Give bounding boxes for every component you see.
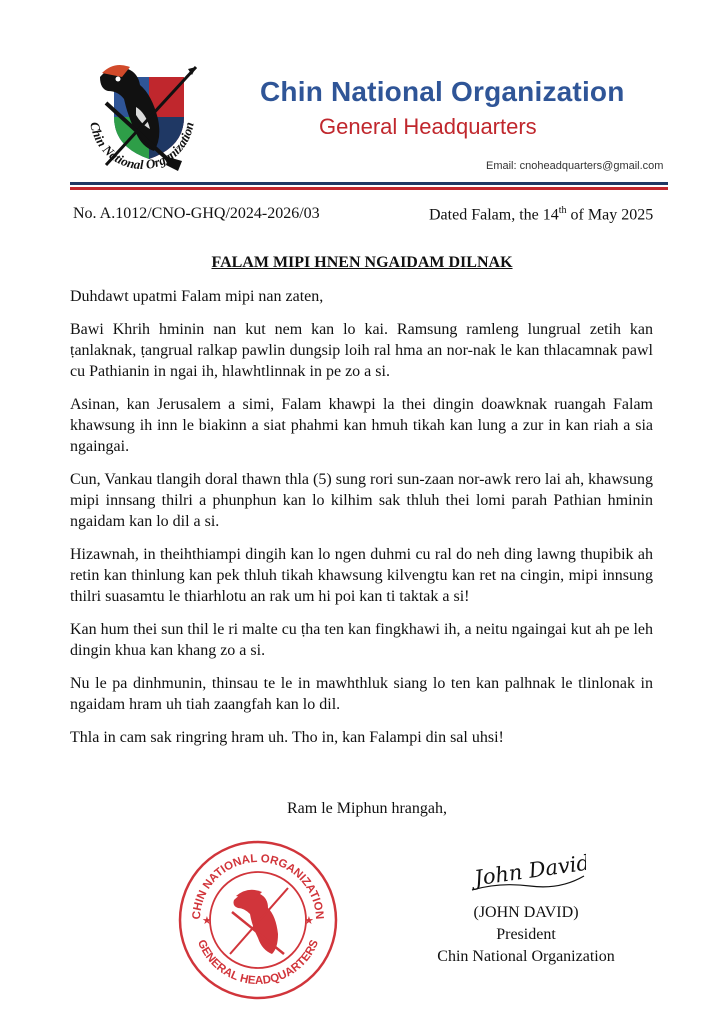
salutation: Duhdawt upatmi Falam mipi nan zaten, — [70, 288, 324, 305]
logo-emblem-icon — [72, 55, 212, 190]
body-paragraph: Asinan, kan Jerusalem a simi, Falam khawpi la thei dingin doawknak ruangah Falam khawsung ih inn le biakinn a siat phahmi kan hmuh tikah kan lung a zur in kan riah a sia ngaingai. — [70, 396, 653, 455]
svg-text:GENERAL HEADQUARTERS: GENERAL HEADQUARTERS — [194, 938, 322, 988]
organization-name: Chin National Organization — [260, 76, 625, 107]
letter-body — [70, 286, 653, 760]
signature-icon — [470, 846, 586, 896]
handwritten-signature — [470, 846, 586, 896]
body-paragraph: Nu le pa dinhmunin, thinsau te le in mawhthluk siang lo ten kan palhnak le tlinlonak in ngaidam hram uh tiah zaangfah kan lo dil. — [70, 675, 653, 713]
svg-text:CHIN NATIONAL ORGANIZATION: CHIN NATIONAL ORGANIZATION — [190, 852, 326, 920]
letter-date — [429, 205, 653, 224]
contact-email: Email: cnoheadquarters@gmail.com — [486, 160, 664, 172]
signatory-organization: Chin National Organization — [437, 948, 615, 965]
svg-text:★: ★ — [202, 915, 212, 927]
date-superscript: th — [558, 205, 567, 216]
body-paragraph: Bawi Khrih hminin nan kut nem kan lo kai. Ramsung ramleng lungrual zetih kan ṭanlaknak, ṭangrual ralkap pawlin dungsip loih ral hma an nor-nak le kan thlacamnak pawl cu Pathianin in ngai ih, hlawhtlinnak in pe zo a si. — [70, 321, 653, 380]
signatory-block — [420, 902, 632, 968]
organization-logo — [72, 55, 212, 190]
reference-number: No. A.1012/CNO-GHQ/2024-2026/03 — [73, 205, 320, 222]
seal-stamp-icon — [176, 838, 340, 1002]
body-paragraph: Thla in cam sak ringring hram uh. Tho in, kan Falampi din sal uhsi! — [70, 729, 504, 746]
official-seal — [176, 838, 340, 1002]
organization-subtitle: General Headquarters — [319, 114, 537, 139]
svg-text:Chin National Organization: Chin National Organization — [87, 120, 197, 173]
letter-heading: FALAM MIPI HNEN NGAIDAM DILNAK — [211, 254, 513, 271]
closing-line: Ram le Miphun hrangah, — [287, 800, 447, 817]
svg-text:★: ★ — [304, 915, 314, 927]
date-suffix: of May 2025 — [566, 206, 654, 224]
body-paragraph: Hizawnah, in theihthiampi dingih kan lo ngen duhmi cu ral do neh ding lawng thupibik ah retin kan thinlung kan pek thluh tikah khawsung kilvengtu kan ret na cingin, mipi innsung thilri suasamtu le thiarhlotu an rak um hi poi kan ti taktak a si! — [70, 546, 653, 605]
signatory-title: President — [496, 926, 556, 943]
svg-text:John David: John David — [472, 850, 586, 891]
signatory-name: (JOHN DAVID) — [473, 904, 579, 921]
date-prefix: Dated Falam, the 14 — [429, 206, 559, 224]
body-paragraph: Kan hum thei sun thil le ri malte cu ṭha ten kan fingkhawi ih, a neitu ngaingai kut ah pe leh dingin khua kan khang zo a si. — [70, 621, 653, 659]
body-paragraph: Cun, Vankau tlangih doral thawn thla (5) sung rori sun-zaan nor-awk rero lai ah, khawsung mipi innsang thilri a phunphun kan lo kilhim sak thluh thei lomi parah Pathian hminin ngaidam kan lo dil a si. — [70, 471, 653, 530]
letterhead-divider-red — [70, 187, 668, 190]
letterhead-divider-blue — [70, 182, 668, 185]
